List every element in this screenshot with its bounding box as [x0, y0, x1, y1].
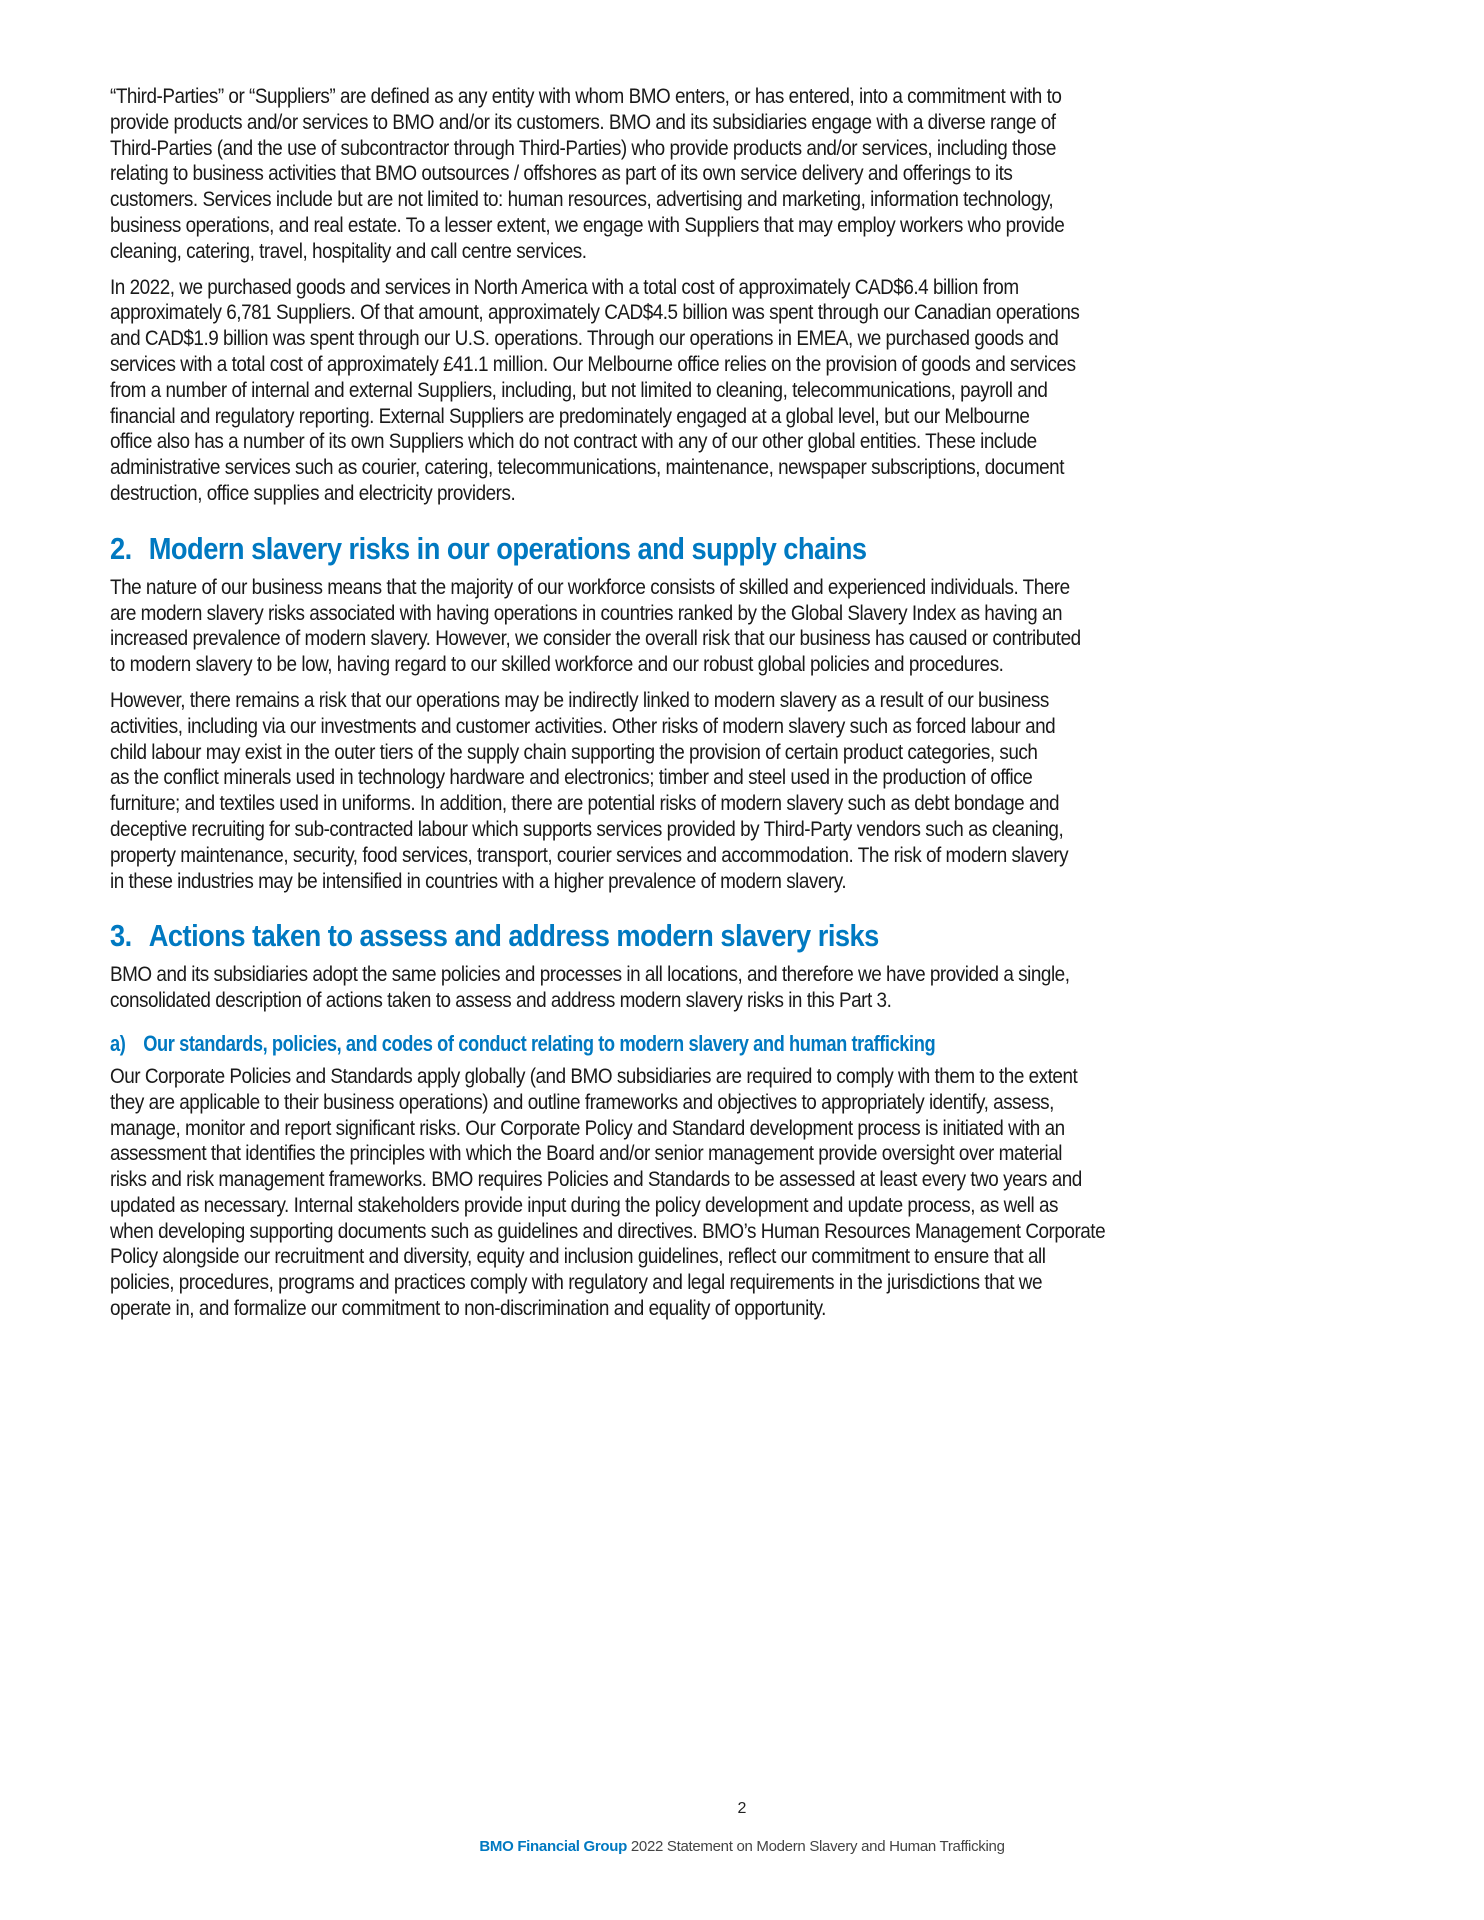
document-page [110, 84, 1370, 1332]
text-line: updated as necessary. Internal stakeholders provide input during the policy development and update process, as well as [110, 1192, 1059, 1217]
subsection-a-paragraph-1 [110, 1064, 1370, 1322]
section-3-number: 3. [110, 918, 132, 954]
text-line: they are applicable to their business operations) and outline frameworks and objectives to appropriately identify, assess, [110, 1089, 1054, 1114]
text-line: are modern slavery risks associated with having operations in countries ranked by the Global Slavery Index as having an [110, 600, 1063, 625]
text-line: financial and regulatory reporting. External Suppliers are predominately engaged at a global level, but our Melbourne [110, 403, 1030, 428]
text-line: manage, monitor and report significant risks. Our Corporate Policy and Standard development process is initiated with an [110, 1115, 1065, 1140]
text-line: destruction, office supplies and electricity providers. [110, 480, 516, 505]
section-2-paragraph-1 [110, 575, 1370, 678]
text-line: office also has a number of its own Suppliers which do not contract with any of our other global entities. These include [110, 429, 1037, 454]
section-3-title: Actions taken to assess and address modern slavery risks [148, 918, 879, 954]
text-line: from a number of internal and external Suppliers, including, but not limited to cleaning, telecommunications, payroll and [110, 377, 1048, 402]
section-2-heading [110, 529, 1219, 569]
text-line: assessment that identifies the principles with which the Board and/or senior management provide oversight over material [110, 1141, 1062, 1166]
footer-document-title: 2022 Statement on Modern Slavery and Human Trafficking [627, 1838, 1005, 1855]
text-line: administrative services such as courier, catering, telecommunications, maintenance, newspaper subscriptions, document [110, 455, 1064, 480]
text-line: and CAD$1.9 billion was spent through our U.S. operations. Through our operations in EMEA, we purchased goods and [110, 326, 1059, 351]
text-line: business operations, and real estate. To a lesser extent, we engage with Suppliers that may employ workers who provide [110, 212, 1065, 237]
text-line: cleaning, catering, travel, hospitality and call centre services. [110, 238, 587, 263]
text-line: Our Corporate Policies and Standards apply globally (and BMO subsidiaries are required to comply with them to the extent [110, 1063, 1078, 1088]
page-number: 2 [737, 1800, 747, 1817]
footer-brand: BMO Financial Group [479, 1838, 627, 1855]
intro-paragraph-purchasing [110, 275, 1370, 507]
text-line: The nature of our business means that the majority of our workforce consists of skilled and experienced individuals. There [110, 574, 1070, 599]
text-line: Third-Parties (and the use of subcontractor through Third-Parties) who provide products and/or services, including those [110, 135, 1056, 160]
text-line: when developing supporting documents such as guidelines and directives. BMO’s Human Resources Management Corporate [110, 1218, 1106, 1243]
text-line: in these industries may be intensified in countries with a higher prevalence of modern slavery. [110, 868, 847, 893]
subsection-a-heading [110, 1030, 1156, 1058]
text-line: services with a total cost of approximately £41.1 million. Our Melbourne office relies on the provision of goods and services [110, 351, 1076, 376]
text-line: as the conflict minerals used in technology hardware and electronics; timber and steel used in the production of office [110, 765, 1033, 790]
text-line: BMO and its subsidiaries adopt the same policies and processes in all locations, and therefore we have provided a single, [110, 962, 1070, 987]
text-line: to modern slavery to be low, having regard to our skilled workforce and our robust global policies and procedures. [110, 652, 1004, 677]
text-line: provide products and/or services to BMO and/or its customers. BMO and its subsidiaries engage with a diverse range of [110, 109, 1056, 134]
text-line: property maintenance, security, food services, transport, courier services and accommodation. The risk of modern slavery [110, 842, 1069, 867]
text-line: risks and risk management frameworks. BMO requires Policies and Standards to be assessed at least every two years and [110, 1167, 1082, 1192]
text-line: approximately 6,781 Suppliers. Of that amount, approximately CAD$4.5 billion was spent through our Canadian operations [110, 300, 1080, 325]
intro-paragraph-suppliers-definition [110, 84, 1370, 265]
text-line: operate in, and formalize our commitment to non-discrimination and equality of opportunity. [110, 1296, 826, 1321]
subsection-a-title: Our standards, policies, and codes of conduct relating to modern slavery and human trafficking [143, 1030, 936, 1056]
text-line: However, there remains a risk that our operations may be indirectly linked to modern slavery as a result of our business [110, 687, 1049, 712]
subsection-a-number: a) [110, 1030, 126, 1056]
text-line: policies, procedures, programs and practices comply with regulatory and legal requirements in the jurisdictions that we [110, 1270, 1042, 1295]
section-3-paragraph-1 [110, 962, 1370, 1014]
text-line: furniture; and textiles used in uniforms. In addition, there are potential risks of modern slavery such as debt bondage and [110, 791, 1060, 816]
text-line: In 2022, we purchased goods and services in North America with a total cost of approximately CAD$6.4 billion from [110, 274, 1019, 299]
footer-title [0, 1838, 1484, 1855]
section-2-number: 2. [110, 530, 132, 566]
text-line: Policy alongside our recruitment and diversity, equity and inclusion guidelines, reflect our commitment to ensure that all [110, 1244, 1046, 1269]
text-line: customers. Services include but are not limited to: human resources, advertising and marketing, information technology, [110, 187, 1054, 212]
text-line: consolidated description of actions taken to assess and address modern slavery risks in this Part 3. [110, 988, 892, 1013]
text-line: increased prevalence of modern slavery. However, we consider the overall risk that our business has caused or contributed [110, 626, 1081, 651]
text-line: relating to business activities that BMO outsources / offshores as part of its own service delivery and offerings to its [110, 161, 1013, 186]
text-line: “Third-Parties” or “Suppliers” are defined as any entity with whom BMO enters, or has entered, into a commitment with to [110, 84, 1062, 108]
text-line: deceptive recruiting for sub-contracted labour which supports services provided by Third-Party vendors such as cleaning, [110, 816, 1064, 841]
text-line: child labour may exist in the outer tiers of the supply chain supporting the provision of certain product categories, such [110, 739, 1038, 764]
section-2-title: Modern slavery risks in our operations and supply chains [148, 530, 867, 566]
text-line: activities, including via our investments and customer activities. Other risks of modern slavery such as forced labour and [110, 713, 1056, 738]
section-2-paragraph-2 [110, 688, 1370, 894]
section-3-heading [110, 916, 1219, 956]
